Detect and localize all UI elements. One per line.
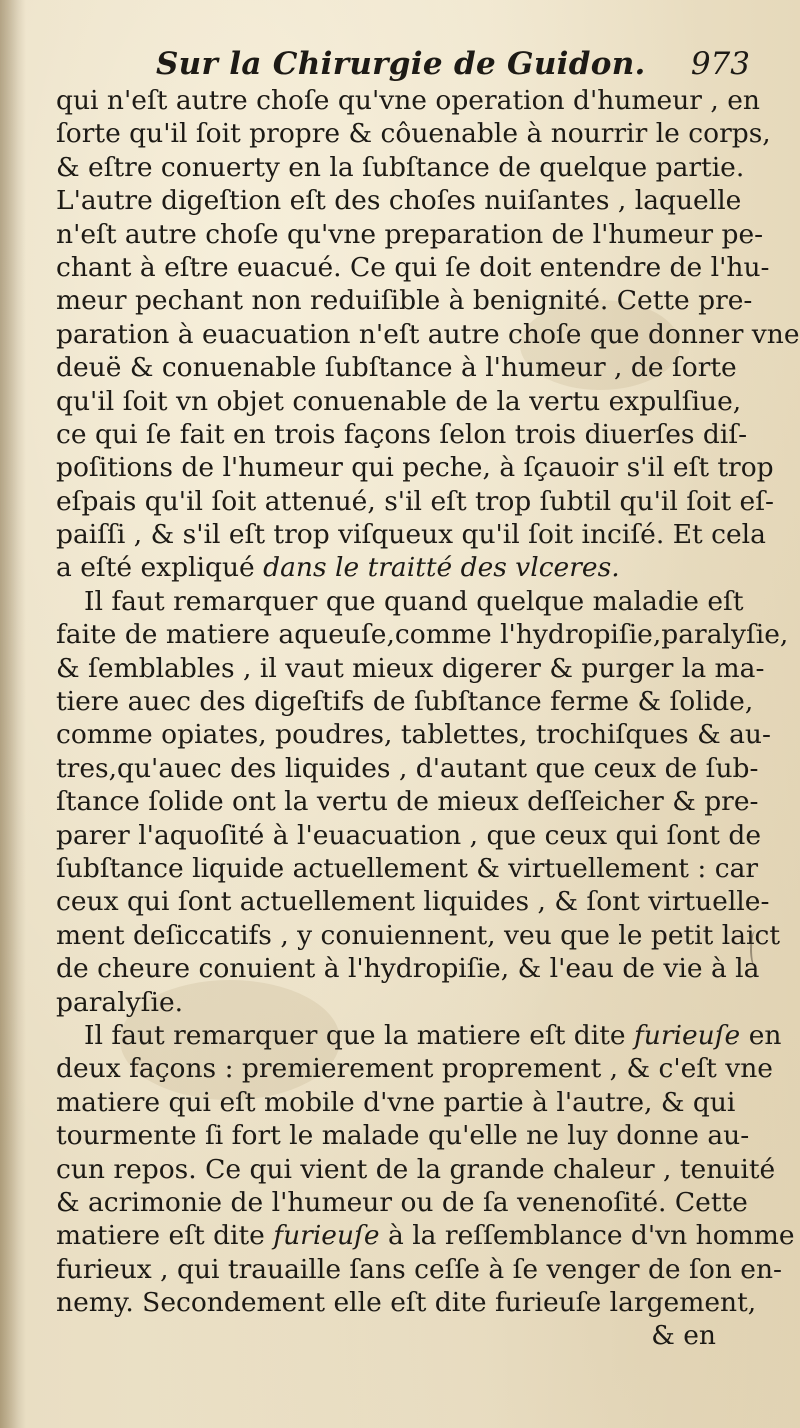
text-line: faite de matiere aqueuſe,comme l'hydropiſie,paralyſie, bbox=[56, 619, 789, 651]
text-segment: matiere eſt dite bbox=[56, 1220, 265, 1252]
text-line: nemy. Secondement elle eſt dite furieuſe largement, bbox=[56, 1287, 757, 1319]
italic-term: furieuſe bbox=[633, 1019, 741, 1051]
text-line: ment deſiccatifs , y conuiennent, veu que le petit laict bbox=[56, 919, 780, 951]
text-line: paralyſie. bbox=[56, 986, 184, 1018]
text-line: furieux , qui trauaille ſans ceſſe à ſe venger de ſon en- bbox=[56, 1253, 782, 1285]
text-line: deux façons : premierement proprement , & c'eſt vne bbox=[56, 1053, 773, 1085]
text-line: deuë & conuenable ſubſtance à l'humeur , de ſorte bbox=[56, 352, 737, 384]
text-line: cun repos. Ce qui vient de la grande chaleur , tenuité bbox=[56, 1153, 776, 1185]
page-gutter-shadow bbox=[0, 0, 26, 1428]
paragraph-first-line bbox=[56, 1019, 782, 1052]
text-line: tiere auec des digeſtifs de ſubſtance ferme & ſolide, bbox=[56, 686, 754, 718]
text-line: parer l'aquoſité à l'euacuation , que ceux qui ſont de bbox=[56, 819, 762, 851]
text-segment: a eſté expliqué bbox=[56, 552, 255, 584]
text-segment: Il faut remarquer que la matiere eſt dite bbox=[84, 1019, 626, 1051]
text-line: L'autre digeſtion eſt des choſes nuiſantes , laquelle bbox=[56, 185, 742, 217]
text-line: ceux qui ſont actuellement liquides , & ſont virtuelle- bbox=[56, 886, 770, 918]
text-segment: à la reſſemblance d'vn homme bbox=[387, 1220, 795, 1252]
text-line: ſtance ſolide ont la vertu de mieux deſſeicher & pre- bbox=[56, 786, 759, 818]
body-text bbox=[56, 84, 800, 1353]
paragraph-first-line: Il faut remarquer que quand quelque maladie eſt bbox=[84, 585, 744, 617]
text-line: & eſtre conuerty en la ſubſtance de quelque partie. bbox=[56, 151, 745, 183]
text-line: tres,qu'auec des liquides , d'autant que ceux de ſub- bbox=[56, 752, 759, 784]
text-line: chant à eſtre euacué. Ce qui ſe doit entendre de l'hu- bbox=[56, 251, 770, 283]
text-line: & ſemblables , il vaut mieux digerer & purger la ma- bbox=[56, 652, 765, 684]
text-line bbox=[56, 1219, 795, 1252]
text-line: qu'il ſoit vn objet conuenable de la vertu expulſiue, bbox=[56, 385, 742, 417]
text-line: de cheure conuient à l'hydropiſie, & l'eau de vie à la bbox=[56, 953, 760, 985]
text-line: matiere qui eſt mobile d'vne partie à l'autre, & qui bbox=[56, 1086, 736, 1118]
text-line: comme opiates, poudres, tablettes, trochiſques & au- bbox=[56, 719, 771, 751]
text-line: ſubſtance liquide actuellement & virtuellement : car bbox=[56, 852, 759, 884]
page-number: 973 bbox=[690, 46, 750, 82]
text-line: ſorte qu'il ſoit propre & côuenable à nourrir le corps, bbox=[56, 118, 771, 150]
text-line: meur pechant non reduiſible à benignité. Cette pre- bbox=[56, 285, 753, 317]
italic-reference: dans le traitté des vlceres. bbox=[263, 552, 620, 584]
text-line: paiſſi , & s'il eſt trop viſqueux qu'il ſoit inciſé. Et cela bbox=[56, 519, 766, 551]
running-title: Sur la Chirurgie de Guidon. bbox=[156, 46, 646, 82]
text-line: n'eſt autre choſe qu'vne preparation de l'humeur pe- bbox=[56, 218, 764, 250]
text-line: eſpais qu'il ſoit attenué, s'il eſt trop ſubtil qu'il ſoit eſ- bbox=[56, 485, 774, 517]
text-line: & acrimonie de l'humeur ou de ſa venenoſité. Cette bbox=[56, 1186, 748, 1218]
text-line: paration à euacuation n'eſt autre choſe que donner vne bbox=[56, 318, 800, 350]
text-line bbox=[56, 551, 716, 584]
margin-mark bbox=[750, 930, 762, 968]
text-line: poſitions de l'humeur qui peche, à ſçauoir s'il eſt trop bbox=[56, 452, 774, 484]
text-line: tourmente ſi fort le malade qu'elle ne luy donne au- bbox=[56, 1120, 750, 1152]
text-line: ce qui ſe fait en trois façons ſelon trois diuerſes diſ- bbox=[56, 418, 748, 450]
text-segment: en bbox=[748, 1019, 782, 1051]
catchword: & en bbox=[651, 1320, 716, 1352]
text-line: qui n'eſt autre choſe qu'vne operation d'humeur , en bbox=[56, 85, 760, 116]
italic-term: furieuſe bbox=[273, 1220, 380, 1252]
